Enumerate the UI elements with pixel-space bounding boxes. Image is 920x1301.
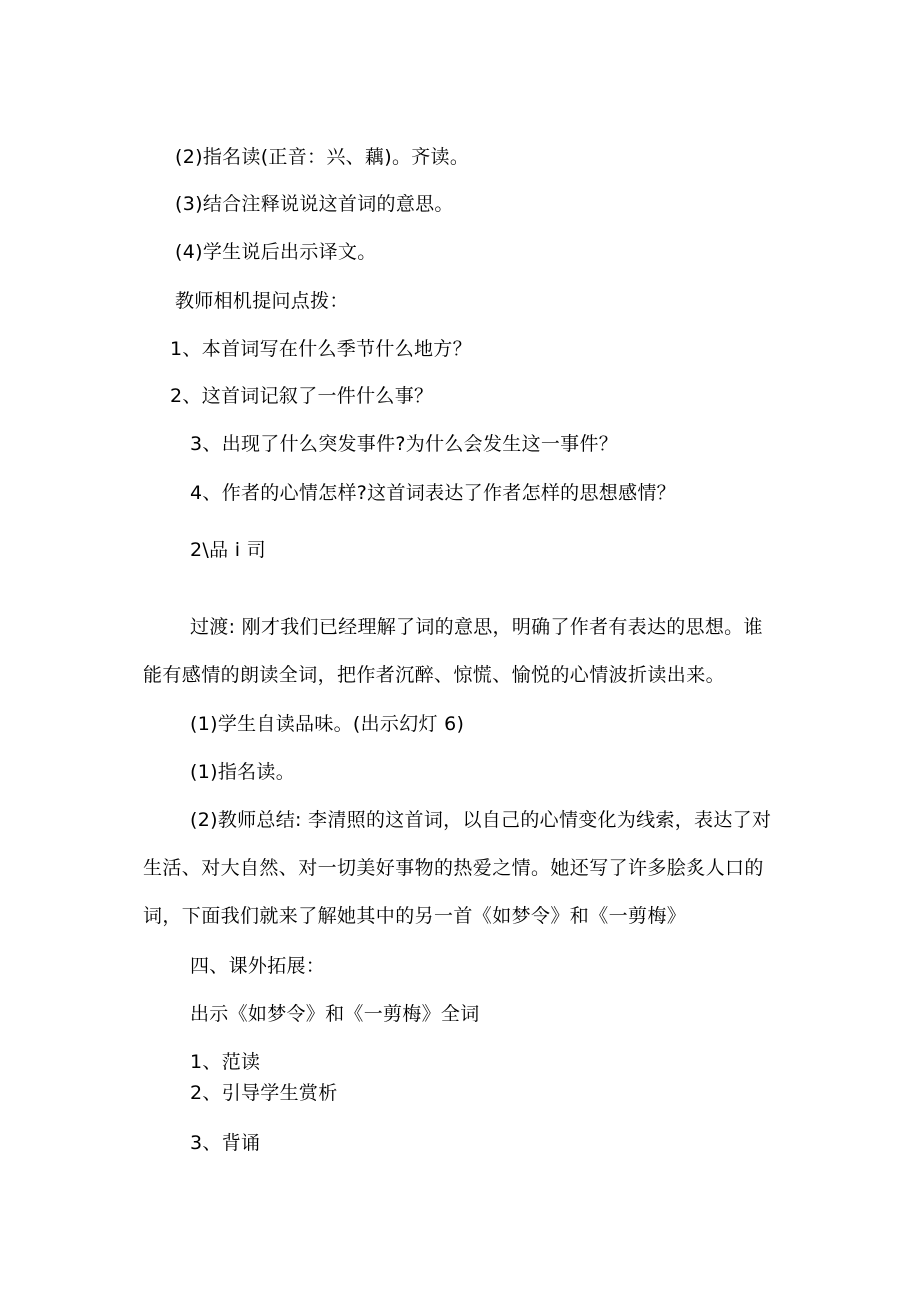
text-line: 4、作者的心情怎样?这首词表达了作者怎样的思想感情？ xyxy=(190,482,676,504)
text-line: 教师相机提问点拨： xyxy=(175,290,349,312)
text-line: 3、出现了什么突发事件?为什么会发生这一事件？ xyxy=(190,433,619,455)
text-line: (3)结合注释说说这首词的意思。 xyxy=(175,193,454,215)
list-item: 2、引导学生赏析 xyxy=(190,1082,338,1104)
text-line: (4)学生说后出示译文。 xyxy=(175,241,377,263)
text-line: (1)指名读。 xyxy=(190,761,296,783)
text-line: 2、这首词记叙了一件什么事？ xyxy=(170,385,434,407)
paragraph-line: 过渡: 刚才我们已经理解了词的意思，明确了作者有表达的思想。谁 xyxy=(190,616,763,638)
section-heading: 四、课外拓展： xyxy=(190,955,326,977)
text-line: 出示《如梦令》和《一剪梅》全词 xyxy=(190,1003,480,1025)
list-item: 3、背诵 xyxy=(190,1132,261,1154)
paragraph-line: 词，下面我们就来了解她其中的另一首《如梦令》和《一剪梅》 xyxy=(143,905,687,927)
paragraph-line: 生活、对大自然、对一切美好事物的热爱之情。她还写了许多脍炙人口的 xyxy=(143,857,764,879)
section-heading: 2\品 i 司 xyxy=(190,539,266,561)
paragraph-line: 能有感情的朗读全词，把作者沉醉、惊慌、愉悦的心情波折读出来。 xyxy=(143,664,726,686)
paragraph-line: (2)教师总结: 李清照的这首词，以自己的心情变化为线索，表达了对 xyxy=(190,809,772,831)
list-item: 1、范读 xyxy=(190,1051,261,1073)
text-line: 1、本首词写在什么季节什么地方？ xyxy=(170,338,472,360)
text-line: (1)学生自读品味。(出示幻灯 6) xyxy=(190,713,465,735)
text-line: (2)指名读(正音：兴、藕)。齐读。 xyxy=(175,146,470,168)
